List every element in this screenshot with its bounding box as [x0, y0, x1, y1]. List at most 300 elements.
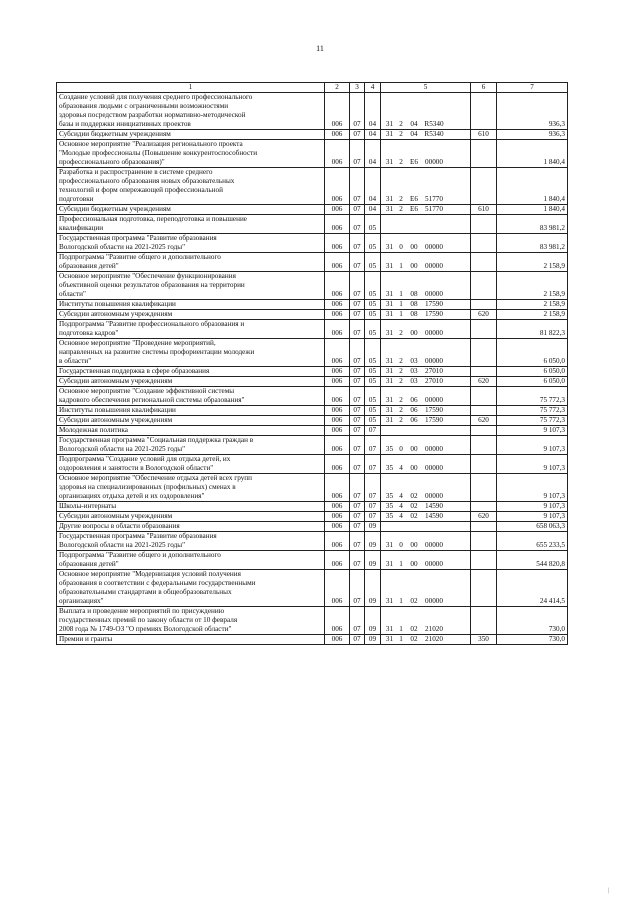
target-article-part: 27010 — [425, 367, 443, 375]
target-article-code — [381, 635, 471, 645]
target-article-part: 31 — [385, 406, 394, 414]
table-row — [57, 406, 568, 416]
row-description: Подпрограмма "Развитие общего и дополнительного образования детей" — [57, 253, 325, 272]
table-row — [57, 205, 568, 215]
subsection-code: 05 — [365, 406, 381, 416]
target-article-part: 02 — [410, 512, 418, 520]
subsection-code: 05 — [365, 339, 381, 367]
section-code: 07 — [350, 300, 365, 310]
target-article-part: 02 — [410, 625, 418, 633]
amount: 75 772,3 — [497, 416, 568, 426]
amount: 9 107,3 — [497, 474, 568, 502]
target-article-part: 00000 — [425, 396, 443, 404]
target-article-part: 31 — [385, 560, 394, 568]
admin-code: 006 — [325, 532, 350, 551]
amount: 1 840,4 — [497, 168, 568, 205]
target-article-code — [381, 551, 471, 570]
expense-type-code — [471, 367, 497, 377]
row-description: Премии и гранты — [57, 635, 325, 645]
table-row — [57, 455, 568, 474]
admin-code: 006 — [325, 377, 350, 387]
header-cell: 7 — [497, 83, 568, 93]
expense-type-code — [471, 570, 497, 607]
target-article-part: 31 — [385, 310, 394, 318]
target-article-part: 00 — [410, 560, 418, 568]
target-article-part: 4 — [399, 512, 403, 520]
target-article-part: R5340 — [424, 130, 444, 138]
table-row — [57, 310, 568, 320]
target-article-code — [381, 570, 471, 607]
expense-type-code — [471, 253, 497, 272]
expense-type-code: 610 — [471, 205, 497, 215]
amount: 730,0 — [497, 635, 568, 645]
admin-code: 006 — [325, 168, 350, 205]
header-row — [57, 83, 568, 93]
subsection-code: 05 — [365, 310, 381, 320]
target-article-part: 35 — [385, 492, 394, 500]
section-code: 07 — [350, 532, 365, 551]
target-article-part: 2 — [399, 377, 403, 385]
amount: 83 981,2 — [497, 234, 568, 253]
admin-code: 006 — [325, 570, 350, 607]
table-row — [57, 635, 568, 645]
target-article-part: 0 — [399, 541, 403, 549]
table-row — [57, 377, 568, 387]
target-article-code — [381, 253, 471, 272]
target-article-code — [381, 416, 471, 426]
target-article-part: E6 — [410, 205, 418, 213]
target-article-part: 00000 — [425, 464, 443, 472]
subsection-code: 05 — [365, 215, 381, 234]
target-article-part: 00000 — [425, 158, 443, 166]
subsection-code: 04 — [365, 168, 381, 205]
target-article-code — [381, 436, 471, 455]
header-cell: 4 — [365, 83, 381, 93]
row-description: Государственная программа "Социальная поддержка граждан в Вологодской области на 2021-2025 годы" — [57, 436, 325, 455]
amount: 9 107,3 — [497, 502, 568, 512]
target-article-part: 31 — [385, 416, 394, 424]
target-article-part: 04 — [410, 120, 418, 128]
expense-type-code — [471, 300, 497, 310]
subsection-code: 05 — [365, 253, 381, 272]
table-row — [57, 570, 568, 607]
table-row — [57, 168, 568, 205]
amount: 2 158,9 — [497, 272, 568, 300]
admin-code: 006 — [325, 234, 350, 253]
target-article-part: 51770 — [425, 195, 443, 203]
target-article-part: 00000 — [425, 492, 443, 500]
target-article-part: 00000 — [425, 541, 443, 549]
amount: 1 840,4 — [497, 140, 568, 168]
table-row — [57, 426, 568, 436]
target-article-code — [381, 532, 471, 551]
section-code: 07 — [350, 551, 365, 570]
target-article-part: 00000 — [425, 445, 443, 453]
target-article-code — [381, 426, 471, 436]
table-row — [57, 416, 568, 426]
table-row — [57, 93, 568, 130]
row-description: Основное мероприятие "Модернизация условий получения образования в соответствии с федеральными государственными образовательными стандартами в общеобразовательных организациях" — [57, 570, 325, 607]
target-article-part: 02 — [410, 635, 418, 643]
row-description: Профессиональная подготовка, переподготовка и повышение квалификации — [57, 215, 325, 234]
row-description: Подпрограмма "Развитие профессионального образования и подготовка кадров" — [57, 320, 325, 339]
expense-type-code — [471, 502, 497, 512]
target-article-part: 2 — [399, 205, 403, 213]
admin-code: 006 — [325, 522, 350, 532]
admin-code: 006 — [325, 320, 350, 339]
target-article-part: 17590 — [425, 406, 443, 414]
admin-code: 006 — [325, 387, 350, 406]
admin-code: 006 — [325, 607, 350, 635]
target-article-part: 2 — [399, 195, 403, 203]
target-article-code — [381, 512, 471, 522]
target-article-part: 02 — [410, 597, 418, 605]
target-article-part: 35 — [385, 502, 394, 510]
subsection-code: 05 — [365, 377, 381, 387]
admin-code: 006 — [325, 426, 350, 436]
subsection-code: 07 — [365, 455, 381, 474]
section-code: 07 — [350, 367, 365, 377]
row-description: Государственная программа "Развитие образования Вологодской области на 2021-2025 годы" — [57, 234, 325, 253]
target-article-part: 00 — [410, 541, 418, 549]
target-article-part: 31 — [385, 377, 394, 385]
section-code: 07 — [350, 406, 365, 416]
header-cell: 3 — [350, 83, 365, 93]
target-article-part: 14590 — [425, 502, 443, 510]
row-description: Другие вопросы в области образования — [57, 522, 325, 532]
target-article-part: 03 — [410, 367, 418, 375]
expense-type-code — [471, 168, 497, 205]
admin-code: 006 — [325, 502, 350, 512]
target-article-part: 1 — [399, 300, 403, 308]
target-article-part: 06 — [410, 396, 418, 404]
admin-code: 006 — [325, 512, 350, 522]
subsection-code: 09 — [365, 570, 381, 607]
section-code: 07 — [350, 635, 365, 645]
target-article-part: 31 — [385, 329, 394, 337]
amount: 6 050,0 — [497, 377, 568, 387]
section-code: 07 — [350, 455, 365, 474]
row-description: Выплата и проведение мероприятий по присуждению государственных премий по закону области от 10 февраля 2008 года № 1749-ОЗ "О премиях Вологодской области" — [57, 607, 325, 635]
target-article-code — [381, 310, 471, 320]
target-article-part: 2 — [399, 158, 403, 166]
admin-code: 006 — [325, 339, 350, 367]
table-row — [57, 339, 568, 367]
target-article-part: 00000 — [425, 243, 443, 251]
subsection-code: 05 — [365, 272, 381, 300]
target-article-part: 08 — [410, 290, 418, 298]
table-row — [57, 387, 568, 406]
admin-code: 006 — [325, 215, 350, 234]
target-article-part: 00000 — [425, 290, 443, 298]
target-article-part: 00000 — [425, 329, 443, 337]
amount: 9 107,3 — [497, 436, 568, 455]
section-code: 07 — [350, 377, 365, 387]
subsection-code: 05 — [365, 320, 381, 339]
amount: 24 414,5 — [497, 570, 568, 607]
table-row — [57, 474, 568, 502]
target-article-part: 1 — [399, 560, 403, 568]
expense-type-code — [471, 339, 497, 367]
expense-type-code — [471, 522, 497, 532]
target-article-part: 1 — [399, 625, 403, 633]
section-code: 07 — [350, 253, 365, 272]
target-article-code — [381, 474, 471, 502]
target-article-code — [381, 168, 471, 205]
subsection-code: 09 — [365, 607, 381, 635]
section-code: 07 — [350, 93, 365, 130]
target-article-code — [381, 140, 471, 168]
amount: 1 840,4 — [497, 205, 568, 215]
row-description: Субсидии автономным учреждениям — [57, 310, 325, 320]
table-row — [57, 607, 568, 635]
target-article-part: 35 — [385, 464, 394, 472]
amount: 83 981,2 — [497, 215, 568, 234]
admin-code: 006 — [325, 551, 350, 570]
amount: 2 158,9 — [497, 253, 568, 272]
target-article-part: 17590 — [425, 300, 443, 308]
row-description: Институты повышения квалификации — [57, 300, 325, 310]
row-description: Институты повышения квалификации — [57, 406, 325, 416]
target-article-part: 4 — [399, 492, 403, 500]
expense-type-code: 620 — [471, 377, 497, 387]
admin-code: 006 — [325, 272, 350, 300]
target-article-code — [381, 300, 471, 310]
expense-type-code — [471, 406, 497, 416]
target-article-part: E6 — [410, 158, 418, 166]
table-row — [57, 130, 568, 140]
table-body — [57, 93, 568, 645]
table-row — [57, 320, 568, 339]
expense-type-code: 620 — [471, 512, 497, 522]
amount: 81 822,3 — [497, 320, 568, 339]
target-article-part: 06 — [410, 406, 418, 414]
subsection-code: 07 — [365, 436, 381, 455]
section-code: 07 — [350, 607, 365, 635]
target-article-code — [381, 215, 471, 234]
row-description: Субсидии автономным учреждениям — [57, 377, 325, 387]
target-article-part: 31 — [385, 130, 394, 138]
section-code: 07 — [350, 474, 365, 502]
target-article-part: 51770 — [425, 205, 443, 213]
target-article-part: 04 — [410, 130, 418, 138]
section-code: 07 — [350, 426, 365, 436]
row-description: Субсидии автономным учреждениям — [57, 512, 325, 522]
target-article-code — [381, 377, 471, 387]
expense-type-code — [471, 551, 497, 570]
target-article-part: 0 — [399, 445, 403, 453]
target-article-part: 00000 — [425, 262, 443, 270]
target-article-part: 4 — [399, 464, 403, 472]
target-article-code — [381, 130, 471, 140]
subsection-code: 04 — [365, 130, 381, 140]
expense-type-code — [471, 93, 497, 130]
target-article-part: 08 — [410, 300, 418, 308]
amount: 75 772,3 — [497, 406, 568, 416]
target-article-code — [381, 607, 471, 635]
amount: 936,3 — [497, 93, 568, 130]
target-article-code — [381, 387, 471, 406]
section-code: 07 — [350, 512, 365, 522]
amount: 6 050,0 — [497, 367, 568, 377]
section-code: 07 — [350, 387, 365, 406]
section-code: 07 — [350, 310, 365, 320]
section-code: 07 — [350, 522, 365, 532]
target-article-part: 1 — [399, 262, 403, 270]
target-article-part: 4 — [399, 502, 403, 510]
target-article-part: 27010 — [425, 377, 443, 385]
header-cell: 5 — [381, 83, 471, 93]
table-row — [57, 140, 568, 168]
section-code: 07 — [350, 272, 365, 300]
table-row — [57, 300, 568, 310]
admin-code: 006 — [325, 635, 350, 645]
subsection-code: 07 — [365, 512, 381, 522]
row-description: Основное мероприятие "Обеспечение функционирования объективной оценки результатов образования на территории области" — [57, 272, 325, 300]
target-article-part: 17590 — [425, 416, 443, 424]
target-article-part: 31 — [385, 243, 394, 251]
expense-type-code — [471, 140, 497, 168]
subsection-code: 09 — [365, 551, 381, 570]
target-article-part: 03 — [410, 357, 418, 365]
subsection-code: 04 — [365, 205, 381, 215]
expense-type-code — [471, 532, 497, 551]
table-row — [57, 272, 568, 300]
target-article-part: 31 — [385, 195, 394, 203]
target-article-part: 31 — [385, 597, 394, 605]
row-description: Разработка и распространение в системе среднего профессионального образования новых образовательных технологий и форм опережающей профессиональной подготовки — [57, 168, 325, 205]
page-number: 11 — [316, 44, 324, 53]
target-article-part: 02 — [410, 502, 418, 510]
target-article-part: 1 — [399, 597, 403, 605]
target-article-code — [381, 272, 471, 300]
expense-type-code: 610 — [471, 130, 497, 140]
amount: 544 820,8 — [497, 551, 568, 570]
admin-code: 006 — [325, 130, 350, 140]
table-row — [57, 234, 568, 253]
section-code: 07 — [350, 215, 365, 234]
expense-type-code — [471, 320, 497, 339]
row-description: Субсидии автономным учреждениям — [57, 416, 325, 426]
row-description: Государственная поддержка в сфере образования — [57, 367, 325, 377]
target-article-part: 00 — [410, 445, 418, 453]
table-row — [57, 253, 568, 272]
expense-type-code — [471, 426, 497, 436]
target-article-part: 14590 — [425, 512, 443, 520]
target-article-code — [381, 320, 471, 339]
row-description: Создание условий для получения среднего профессионального образования людьми с ограниченными возможностями здоровья посредством разработки нормативно-методической базы и поддержки инициативных проектов — [57, 93, 325, 130]
row-description: Субсидии бюджетным учреждениям — [57, 130, 325, 140]
admin-code: 006 — [325, 253, 350, 272]
row-description: Основное мероприятие "Проведение мероприятий, направленных на развитие системы профориентации молодежи в области" — [57, 339, 325, 367]
amount: 9 107,3 — [497, 455, 568, 474]
target-article-part: 00 — [410, 243, 418, 251]
admin-code: 006 — [325, 205, 350, 215]
section-code: 07 — [350, 168, 365, 205]
expense-type-code — [471, 272, 497, 300]
target-article-part: 31 — [385, 635, 394, 643]
admin-code: 006 — [325, 436, 350, 455]
target-article-part: 31 — [385, 290, 394, 298]
target-article-part: 02 — [410, 492, 418, 500]
target-article-part: 0 — [399, 243, 403, 251]
target-article-part: 31 — [385, 120, 394, 128]
target-article-part: 00000 — [425, 597, 443, 605]
target-article-part: 31 — [385, 625, 394, 633]
table-row — [57, 522, 568, 532]
target-article-part: 00 — [410, 464, 418, 472]
table-row — [57, 512, 568, 522]
target-article-code — [381, 93, 471, 130]
target-article-part: 31 — [385, 367, 394, 375]
section-code: 07 — [350, 140, 365, 168]
admin-code: 006 — [325, 455, 350, 474]
target-article-part: 31 — [385, 158, 394, 166]
target-article-part: 08 — [410, 310, 418, 318]
admin-code: 006 — [325, 367, 350, 377]
target-article-part: 31 — [385, 396, 394, 404]
target-article-part: E6 — [410, 195, 418, 203]
amount: 9 107,3 — [497, 512, 568, 522]
amount: 6 050,0 — [497, 339, 568, 367]
table-row — [57, 502, 568, 512]
expense-type-code: 350 — [471, 635, 497, 645]
subsection-code: 09 — [365, 635, 381, 645]
budget-table — [56, 82, 568, 645]
target-article-part: 35 — [385, 512, 394, 520]
subsection-code: 09 — [365, 532, 381, 551]
section-code: 07 — [350, 436, 365, 455]
target-article-part: 2 — [399, 329, 403, 337]
target-article-part: 21020 — [425, 625, 443, 633]
target-article-code — [381, 234, 471, 253]
target-article-part: 2 — [399, 367, 403, 375]
target-article-part: 1 — [399, 310, 403, 318]
expense-type-code — [471, 436, 497, 455]
target-article-part: 03 — [410, 377, 418, 385]
target-article-code — [381, 522, 471, 532]
row-description: Школы-интернаты — [57, 502, 325, 512]
target-article-part: 21020 — [425, 635, 443, 643]
target-article-part: 00 — [410, 262, 418, 270]
row-description: Основное мероприятие "Обеспечение отдыха детей всех групп здоровья на специализированных (профильных) сменах в организациях отдыха детей и их оздоровления" — [57, 474, 325, 502]
amount: 75 772,3 — [497, 387, 568, 406]
subsection-code: 07 — [365, 502, 381, 512]
expense-type-code — [471, 234, 497, 253]
target-article-part: 06 — [410, 416, 418, 424]
admin-code: 006 — [325, 474, 350, 502]
row-description: Молодежная политика — [57, 426, 325, 436]
subsection-code: 05 — [365, 387, 381, 406]
target-article-code — [381, 502, 471, 512]
admin-code: 006 — [325, 140, 350, 168]
amount: 658 063,3 — [497, 522, 568, 532]
section-code: 07 — [350, 339, 365, 367]
expense-type-code: 620 — [471, 416, 497, 426]
target-article-code — [381, 406, 471, 416]
admin-code: 006 — [325, 300, 350, 310]
row-description: Основное мероприятие "Реализация регионального проекта "Молодые профессионалы (Повышение конкурентоспособности профессионального образования)" — [57, 140, 325, 168]
table-row — [57, 436, 568, 455]
section-code: 07 — [350, 416, 365, 426]
target-article-code — [381, 455, 471, 474]
header-cell: 6 — [471, 83, 497, 93]
admin-code: 006 — [325, 93, 350, 130]
target-article-part: 1 — [399, 635, 403, 643]
scan-artifact: | — [608, 888, 610, 894]
target-article-part: 31 — [385, 262, 394, 270]
target-article-part: 2 — [399, 130, 403, 138]
